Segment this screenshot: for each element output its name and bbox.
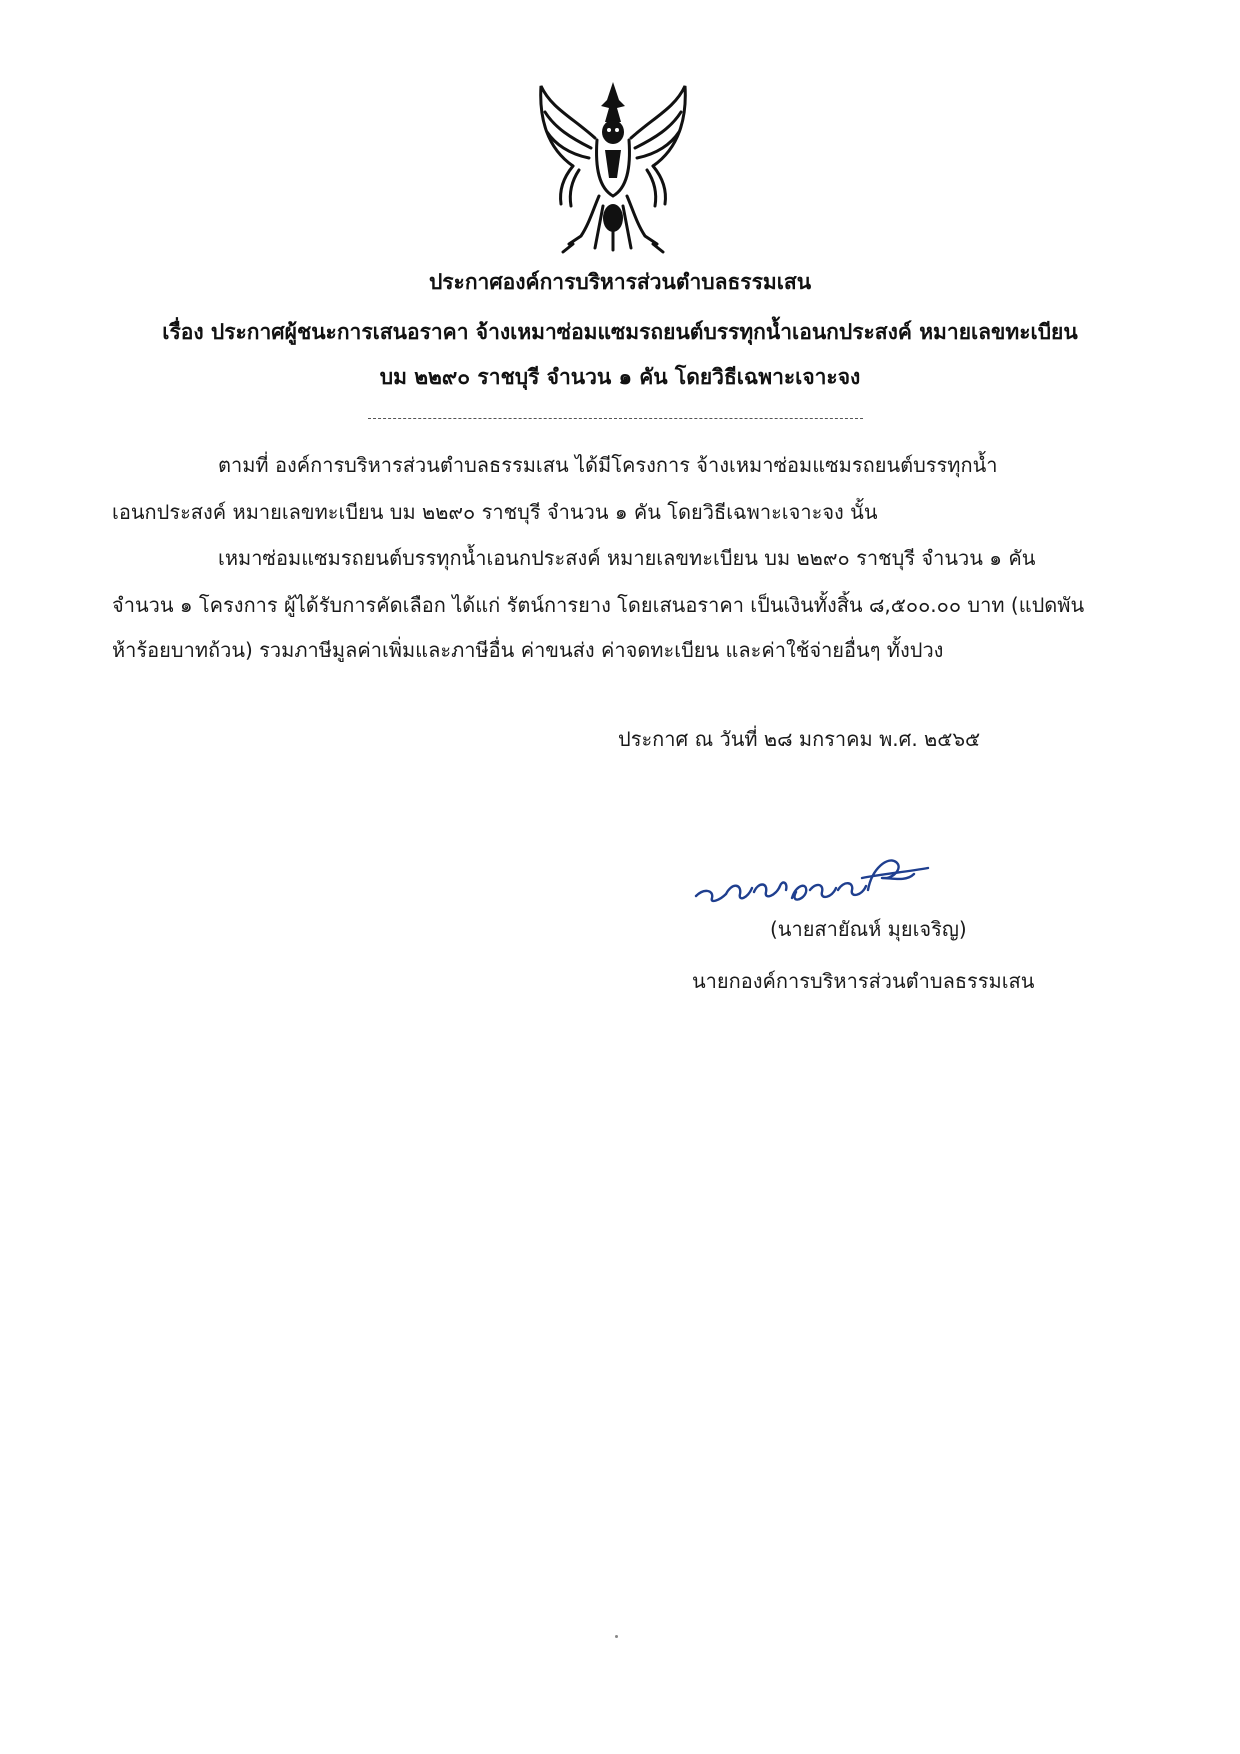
paragraph-2-line-1: เหมาซ่อมแซมรถยนต์บรรทุกน้ำเอนกประสงค์ หมายเลขทะเบียน บม ๒๒๙๐ ราชบุรี จำนวน ๑ คัน xyxy=(218,546,1036,570)
paragraph-2-line-3: ห้าร้อยบาทถ้วน) รวมภาษีมูลค่าเพิ่มและภาษีอื่น ค่าขนส่ง ค่าจดทะเบียน และค่าใช้จ่ายอื่นๆ ทั้งปวง xyxy=(112,638,944,662)
paragraph-1-line-2: เอนกประสงค์ หมายเลขทะเบียน บม ๒๒๙๐ ราชบุรี จำนวน ๑ คัน โดยวิธีเฉพาะเจาะจง นั้น xyxy=(112,500,878,524)
signatory-name: (นายสายัณห์ มุยเจริญ) xyxy=(770,917,967,941)
announcement-subject-line-1: เรื่อง ประกาศผู้ชนะการเสนอราคา จ้างเหมาซ่อมแซมรถยนต์บรรทุกน้ำเอนกประสงค์ หมายเลขทะเบียน xyxy=(162,320,1078,344)
header-divider xyxy=(368,418,863,419)
paragraph-1-line-1: ตามที่ องค์การบริหารส่วนตำบลธรรมเสน ได้มีโครงการ จ้างเหมาซ่อมแซมรถยนต์บรรทุกน้ำ xyxy=(218,453,998,477)
scan-speck xyxy=(615,1635,618,1638)
announcement-date: ประกาศ ณ วันที่ ๒๘ มกราคม พ.ศ. ๒๕๖๕ xyxy=(618,727,981,751)
announcement-subject-line-2: บม ๒๒๙๐ ราชบุรี จำนวน ๑ คัน โดยวิธีเฉพาะเจาะจง xyxy=(379,365,861,389)
signatory-position: นายกองค์การบริหารส่วนตำบลธรรมเสน xyxy=(692,969,1035,993)
announcement-organization: ประกาศองค์การบริหารส่วนตำบลธรรมเสน xyxy=(428,270,812,294)
garuda-emblem-icon xyxy=(533,78,693,256)
paragraph-2-line-2: จำนวน ๑ โครงการ ผู้ได้รับการคัดเลือก ได้แก่ รัตน์การยาง โดยเสนอราคา เป็นเงินทั้งสิ้น ๘,๕๐๐.๐๐ บาท (แปดพัน xyxy=(112,593,1085,617)
handwritten-signature xyxy=(692,838,932,910)
